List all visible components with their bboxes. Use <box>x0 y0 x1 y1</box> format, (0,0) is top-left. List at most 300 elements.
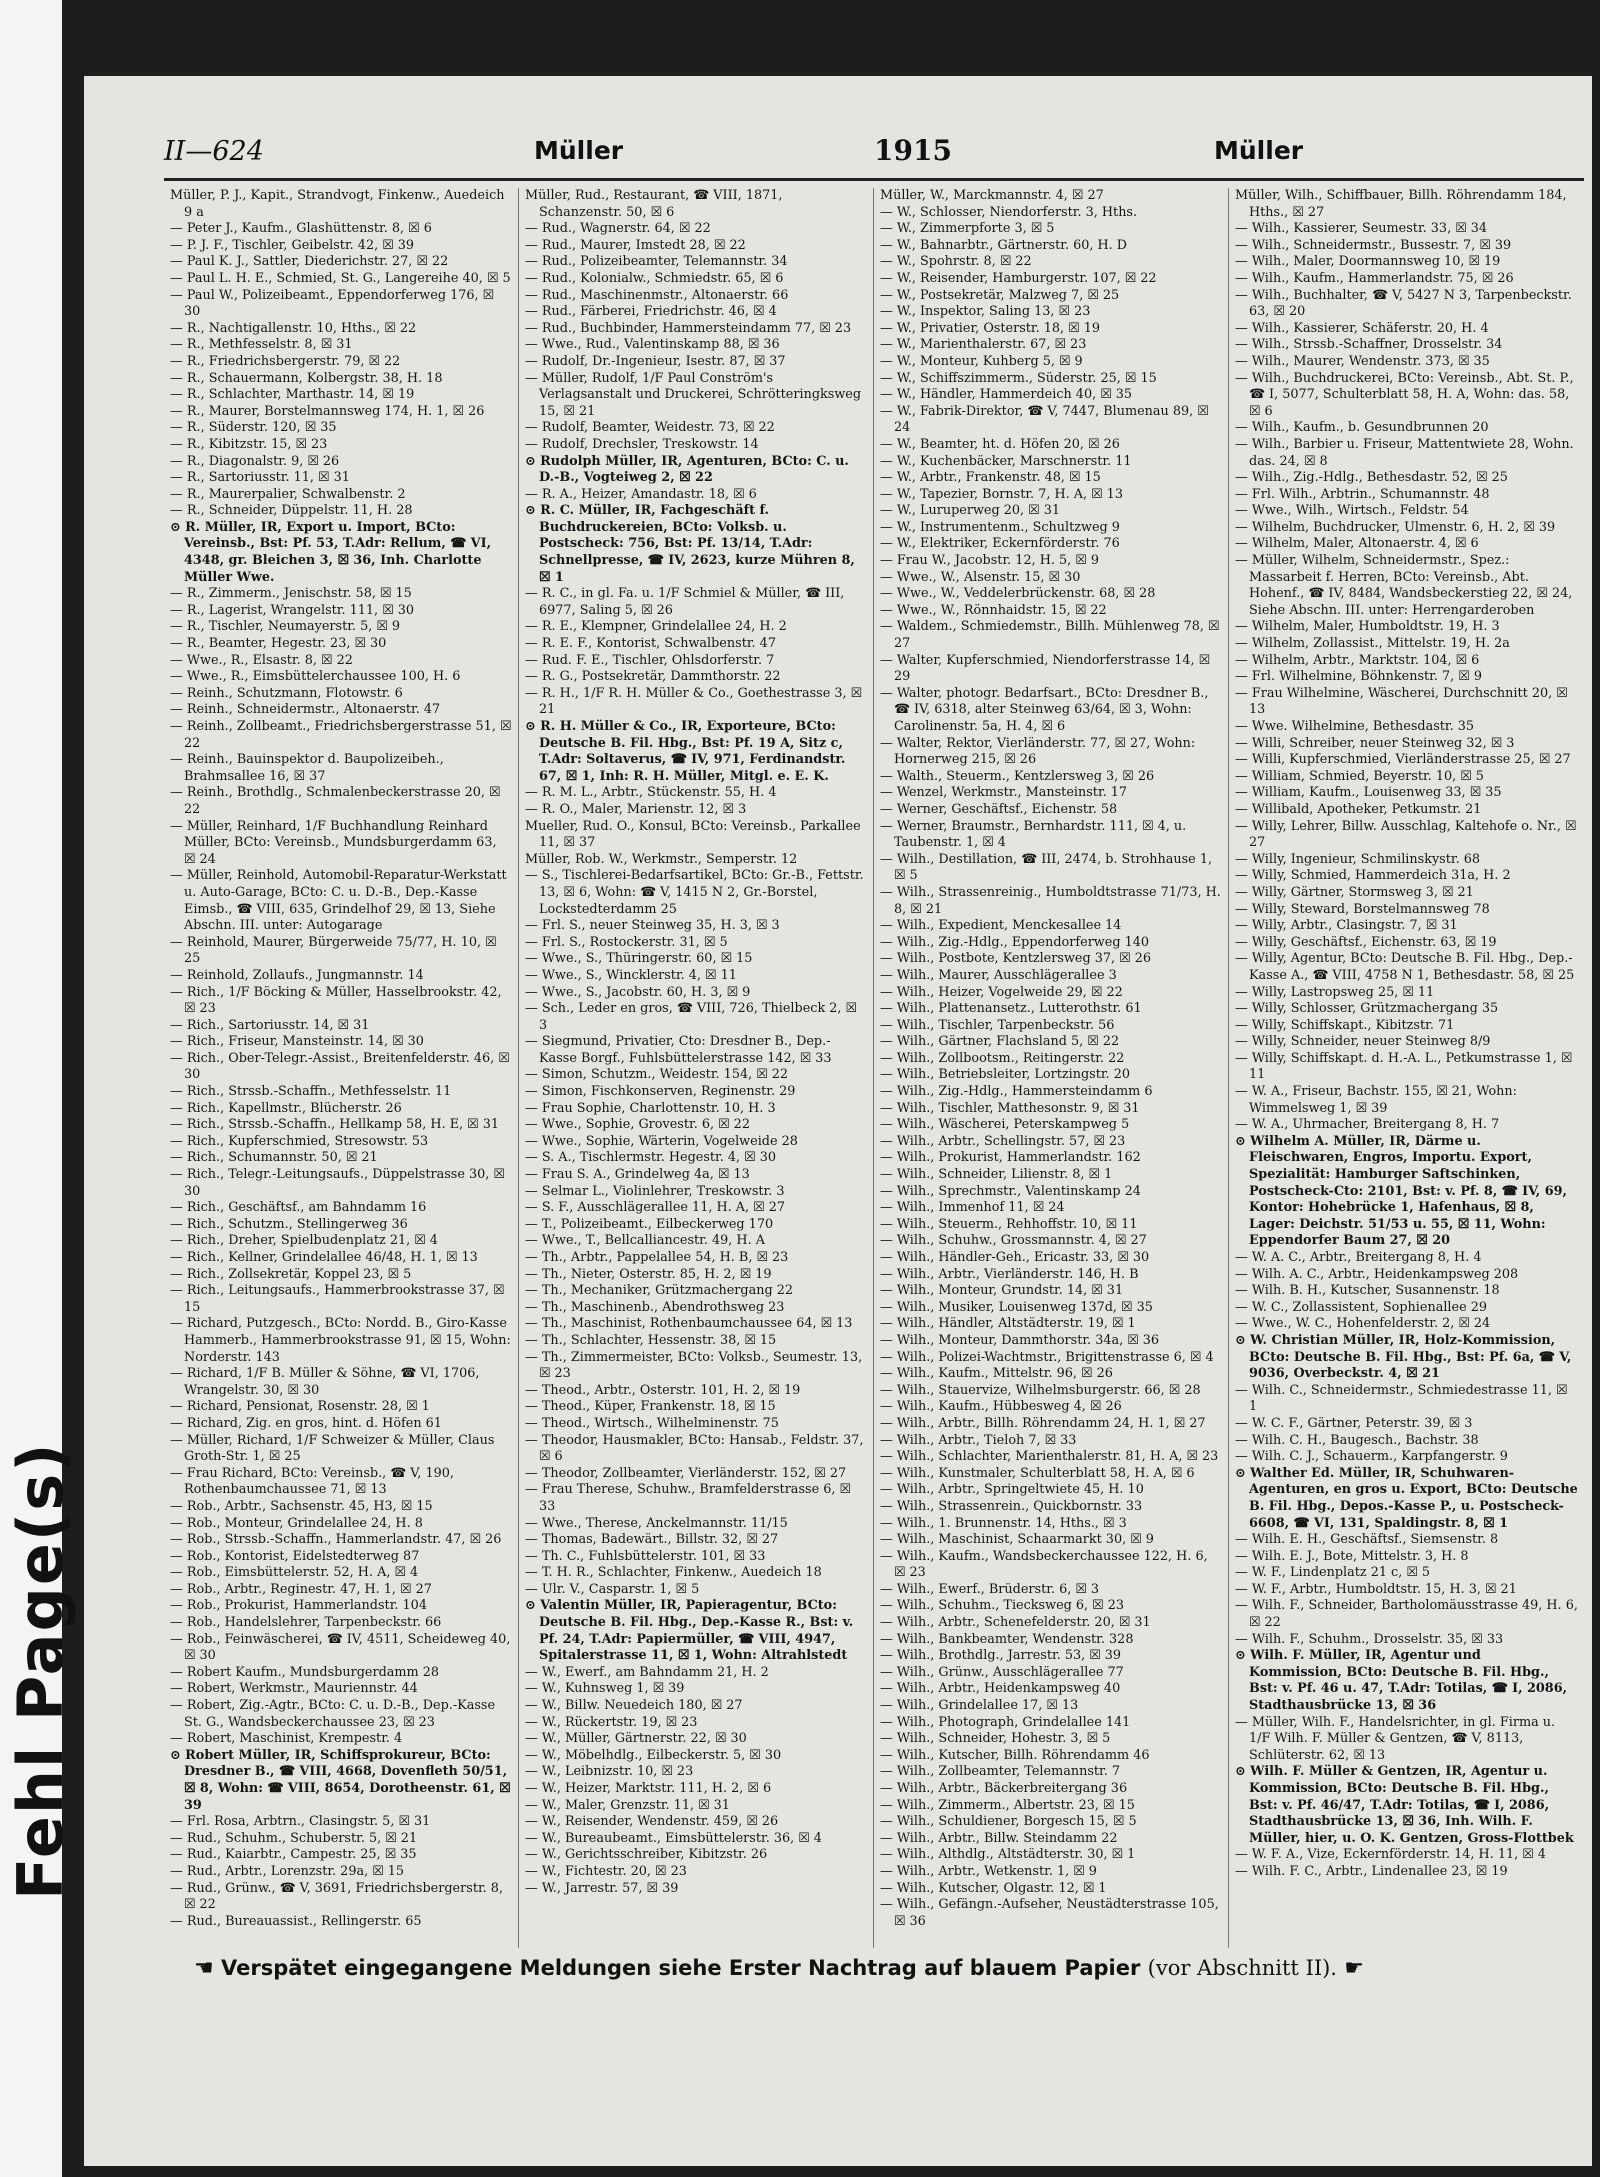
directory-entry: — Willy, Ingenieur, Schmilinskystr. 68 <box>1235 851 1481 867</box>
directory-entry: — Willy, Schneider, neuer Steinweg 8/9 <box>1235 1034 1491 1050</box>
directory-entry: — Wilh., Schneider, Lilienstr. 8, ☒ 1 <box>880 1167 1113 1183</box>
directory-entry: — W., Spohrstr. 8, ☒ 22 <box>880 254 1032 270</box>
footer-note: (vor Abschnitt II). <box>1147 1956 1337 1980</box>
directory-entry: — Wilh. B. H., Kutscher, Susannenstr. 18 <box>1235 1283 1500 1299</box>
directory-entry: — Wilh., Kaufm., b. Gesundbrunnen 20 <box>1235 420 1489 436</box>
directory-entry: — W., Beamter, ht. d. Höfen 20, ☒ 26 <box>880 436 1120 452</box>
directory-entry: — Siegmund, Privatier, Cto: Dresdner B., Dep.-Kasse Borgf., Fuhlsbüttelerstrasse 142, ☒ 33 <box>525 1034 832 1066</box>
directory-entry: — Rudolf, Beamter, Weidestr. 73, ☒ 22 <box>525 420 775 436</box>
directory-entry: — W. F. A., Vize, Eckernförderstr. 14, H. 11, ☒ 4 <box>1235 1847 1546 1863</box>
directory-entry: — Willy, Gärtner, Stormsweg 3, ☒ 21 <box>1235 884 1474 900</box>
directory-entry: — Werner, Braumstr., Bernhardstr. 111, ☒ 4, u. Taubenstr. 1, ☒ 4 <box>880 818 1187 851</box>
directory-entry: — Willi, Kupferschmied, Vierländerstrasse 25, ☒ 27 <box>1235 752 1571 768</box>
directory-entry: — W. A. C., Arbtr., Breitergang 8, H. 4 <box>1235 1250 1482 1265</box>
directory-entry: — Wilhelm, Arbtr., Marktstr. 104, ☒ 6 <box>1235 652 1480 668</box>
directory-entry: — W., Postsekretär, Malzweg 7, ☒ 25 <box>880 287 1120 303</box>
directory-entry: — W. A., Friseur, Bachstr. 155, ☒ 21, Wohn: Wimmelsweg 1, ☒ 39 <box>1235 1084 1517 1116</box>
directory-entry: — W., Schiffszimmerm., Süderstr. 25, ☒ 15 <box>880 370 1157 386</box>
directory-entry: — Rob., Eimsbüttelerstr. 52, H. A, ☒ 4 <box>170 1565 419 1581</box>
directory-entry: — R. A., Heizer, Amandastr. 18, ☒ 6 <box>525 486 757 502</box>
directory-entry: — Rich., Strssb.-Schaffn., Methfesselstr. 11 <box>170 1084 452 1100</box>
directory-entry: — Theodor, Zollbeamter, Vierländerstr. 152, ☒ 27 <box>525 1465 847 1481</box>
directory-entry: ⊙ Rudolph Müller, IR, Agenturen, BCto: C. u. D.-B., Vogteiweg 2, ☒ 22 <box>525 453 849 486</box>
directory-entry: — Wilh., Tischler, Matthesonstr. 9, ☒ 31 <box>880 1100 1140 1116</box>
directory-entry: — Wilh. C. J., Schauerm., Karpfangerstr. 9 <box>1235 1449 1508 1465</box>
directory-entry: — Wwe., W., Veddelerbrückenstr. 68, ☒ 28 <box>880 586 1156 602</box>
directory-entry: — Walth., Steuerm., Kentzlersweg 3, ☒ 26 <box>880 768 1155 784</box>
directory-entry: — Robert, Maschinist, Krempestr. 4 <box>170 1731 403 1747</box>
directory-entry: — Wilh., Strassenrein., Quickbornstr. 33 <box>880 1498 1143 1514</box>
directory-entry: — W., Elektriker, Eckernförderstr. 76 <box>880 536 1120 552</box>
directory-entry: — Frau Therese, Schuhw., Bramfelderstrasse 6, ☒ 33 <box>525 1482 851 1514</box>
directory-entry: — Wilh., Plattenansetz., Lutterothstr. 61 <box>880 1001 1142 1017</box>
directory-entry: — P. J. F., Tischler, Geibelstr. 42, ☒ 39 <box>170 237 415 253</box>
directory-entry: Mueller, Rud. O., Konsul, BCto: Vereinsb., Parkallee 11, ☒ 37 <box>525 818 861 851</box>
directory-entry: — W., Fabrik-Direktor, ☎ V, 7447, Blumenau 89, ☒ 24 <box>880 403 1209 436</box>
directory-entry: — Wilh. F., Schuhm., Drosselstr. 35, ☒ 33 <box>1235 1631 1504 1647</box>
directory-entry: — W., Marienthalerstr. 67, ☒ 23 <box>880 337 1087 353</box>
directory-entry: — Rich., Dreher, Spielbudenplatz 21, ☒ 4 <box>170 1233 438 1249</box>
directory-entry: — Rob., Prokurist, Hammerlandstr. 104 <box>170 1598 427 1614</box>
directory-entry: — Richard, Zig. en gros, hint. d. Höfen 61 <box>170 1415 442 1431</box>
directory-entry: — Rich., Strssb.-Schaffn., Hellkamp 58, H. E, ☒ 31 <box>170 1117 500 1133</box>
directory-entry: ⊙ Wilhelm A. Müller, IR, Därme u. Fleischwaren, Engros, Importu. Export, Spezialität: Hamburger Saftschinken, Postscheck-Cto: 2101, Bst: v. Pf. 8, ☎ IV, 69, Kontor: Hohebrücke 1, Hafenhaus, ☒ 8, Lager: Deichstr. 51/53 u. 55, ☒ 11, Wohn: Eppendorfer Baum 27, ☒ 20 <box>1235 1133 1567 1249</box>
directory-entry: — Wilh., Schneidermstr., Bussestr. 7, ☒ 39 <box>1235 237 1512 253</box>
directory-entry: — Wilh., Arbtr., Billw. Steindamm 22 <box>880 1830 1118 1846</box>
year: 1915 <box>874 134 952 167</box>
directory-entry: — Wilh., Arbtr., Schenefelderstr. 20, ☒ 31 <box>880 1615 1151 1631</box>
footer-main-text: Verspätet eingegangene Meldungen siehe Erster Nachtrag auf blauem Papier <box>221 1956 1141 1980</box>
directory-entry: — Wilh., Schlachter, Marienthalerstr. 81, H. A, ☒ 23 <box>880 1449 1219 1465</box>
directory-entry: — W., Bureaubeamt., Eimsbüttelerstr. 36, ☒ 4 <box>525 1830 822 1846</box>
directory-entry: — W., Heizer, Marktstr. 111, H. 2, ☒ 6 <box>525 1781 772 1796</box>
directory-entry: — Wilh., Buchhalter, ☎ V, 5427 N 3, Tarpenbeckstr. 63, ☒ 20 <box>1235 287 1572 320</box>
directory-entry: — R. C., in gl. Fa. u. 1/F Schmiel & Müller, ☎ III, 6977, Saling 5, ☒ 26 <box>525 586 845 618</box>
entry-columns <box>164 188 1584 1948</box>
page-number: II—624 <box>164 136 264 167</box>
directory-entry: — Wilh., Immenhof 11, ☒ 24 <box>880 1200 1065 1216</box>
directory-entry: — Rob., Arbtr., Reginestr. 47, H. 1, ☒ 27 <box>170 1581 432 1597</box>
directory-entry: — Wilh., Arbtr., Schellingstr. 57, ☒ 23 <box>880 1133 1126 1149</box>
directory-entry: — Rob., Feinwäscherei, ☎ IV, 4511, Scheideweg 40, ☒ 30 <box>170 1631 511 1664</box>
footer-notice <box>194 1956 1554 1981</box>
directory-entry: — Wilh., Heizer, Vogelweide 29, ☒ 22 <box>880 984 1123 1000</box>
directory-entry: — Wilh., Zig.-Hdlg., Bethesdastr. 52, ☒ 25 <box>1235 470 1508 486</box>
directory-entry: — Wilh., Strssb.-Schaffner, Drosselstr. 34 <box>1235 337 1503 353</box>
directory-entry: — Simon, Schutzm., Weidestr. 154, ☒ 22 <box>525 1067 789 1083</box>
directory-entry: — Rud., Arbtr., Lorenzstr. 29a, ☒ 15 <box>170 1863 405 1879</box>
directory-entry: — Rud. F. E., Tischler, Ohlsdorferstr. 7 <box>525 652 775 668</box>
directory-entry: — Wilh. E. J., Bote, Mittelstr. 3, H. 8 <box>1235 1548 1469 1564</box>
directory-entry: — Willy, Lehrer, Billw. Ausschlag, Kaltehofe o. Nr., ☒ 27 <box>1235 818 1577 851</box>
directory-entry: — Simon, Fischkonserven, Reginenstr. 29 <box>525 1084 796 1100</box>
directory-entry: — R., Zimmerm., Jenischstr. 58, ☒ 15 <box>170 586 412 602</box>
directory-entry: — Müller, Reinhold, Automobil-Reparatur-Werkstatt u. Auto-Garage, BCto: C. u. D.-B., Dep.-Kasse Eimsb., ☎ VIII, 635, Grindelhof 29, ☒ 13, Siehe Abschn. III. unter: Autogarage <box>170 868 507 934</box>
directory-entry: — Wilh., Zollbeamter, Telemannstr. 7 <box>880 1764 1121 1780</box>
directory-entry: — Wilh., Postbote, Kentzlersweg 37, ☒ 26 <box>880 951 1151 967</box>
directory-entry: — Wilh., Händler-Geh., Ericastr. 33, ☒ 30 <box>880 1250 1150 1265</box>
directory-entry: — R. M. L., Arbtr., Stückenstr. 55, H. 4 <box>525 785 777 801</box>
directory-entry: — Rich., Leitungsaufs., Hammerbrookstrasse 37, ☒ 15 <box>170 1283 505 1315</box>
directory-entry: — Walter, photogr. Bedarfsart., BCto: Dresdner B., ☎ IV, 6318, alter Steinweg 63/64, ☒ 3, Wohn: Carolinenstr. 5a, H. 4, ☒ 6 <box>880 685 1209 734</box>
directory-entry: Müller, P. J., Kapit., Strandvogt, Finkenw., Auedeich 9 a <box>170 188 505 220</box>
directory-entry: — Wilh., Destillation, ☎ III, 2474, b. Strohhause 1, ☒ 5 <box>880 851 1213 884</box>
directory-entry: — R. E. F., Kontorist, Schwalbenstr. 47 <box>525 636 776 652</box>
directory-entry: — W., Rückertstr. 19, ☒ 23 <box>525 1714 698 1730</box>
directory-entry: — R., Beamter, Hegestr. 23, ☒ 30 <box>170 636 387 652</box>
directory-entry: — Rich., Ober-Telegr.-Assist., Breitenfelderstr. 46, ☒ 30 <box>170 1050 510 1083</box>
directory-entry: Müller, Rob. W., Werkmstr., Semperstr. 12 <box>525 851 798 867</box>
directory-entry: — Frau Wilhelmine, Wäscherei, Durchschnitt 20, ☒ 13 <box>1235 685 1568 718</box>
directory-entry: — Wilhelm, Maler, Altonaerstr. 4, ☒ 6 <box>1235 536 1479 552</box>
directory-entry: Müller, W., Marckmannstr. 4, ☒ 27 <box>880 188 1104 203</box>
directory-entry: — Theod., Wirtsch., Wilhelminenstr. 75 <box>525 1415 779 1431</box>
directory-entry: — Müller, Richard, 1/F Schweizer & Müller, Claus Groth-Str. 1, ☒ 25 <box>170 1432 495 1465</box>
directory-entry: — Rich., Telegr.-Leitungsaufs., Düppelstrasse 30, ☒ 30 <box>170 1167 505 1199</box>
directory-entry: — Wilh., Zimmerm., Albertstr. 23, ☒ 15 <box>880 1797 1135 1813</box>
directory-entry: — Wilh., Grünw., Ausschlägerallee 77 <box>880 1664 1124 1680</box>
directory-entry: — Frl. S., Rostockerstr. 31, ☒ 5 <box>525 934 728 950</box>
directory-entry: — Wwe., Therese, Anckelmannstr. 11/15 <box>525 1515 788 1531</box>
directory-entry: — Wwe., W., Rönnhaidstr. 15, ☒ 22 <box>880 602 1107 618</box>
directory-entry: — W., Inspektor, Saling 13, ☒ 23 <box>880 304 1091 320</box>
directory-entry: ⊙ R. C. Müller, IR, Fachgeschäft f. Buchdruckereien, BCto: Volksb. u. Postscheck: 756, Bst: Pf. 13/14, T.Adr: Schnellpresse, ☎ IV, 2623, kurze Mühren 8, ☒ 1 <box>525 503 855 585</box>
directory-entry: — Wilh., Arbtr., Heidenkampsweg 40 <box>880 1681 1121 1697</box>
directory-entry: — Th., Arbtr., Pappelallee 54, H. B, ☒ 23 <box>525 1250 789 1265</box>
directory-entry: ⊙ Wilh. F. Müller, IR, Agentur und Kommission, BCto: Deutsche B. Fil. Hbg., Bst: v. Pf. 46 u. 47, T.Adr: Totilas, ☎ I, 2086, Stadthausbrücke 13, ☒ 36 <box>1235 1648 1568 1714</box>
directory-entry: — Th., Nieter, Osterstr. 85, H. 2, ☒ 19 <box>525 1266 772 1282</box>
directory-entry: — Wilh. F., Schneider, Bartholomäusstrasse 49, H. 6, ☒ 22 <box>1235 1598 1578 1631</box>
directory-entry: — Reinh., Zollbeamt., Friedrichsbergerstrasse 51, ☒ 22 <box>170 719 512 751</box>
directory-entry: — Wilh., Stauervize, Wilhelmsburgerstr. 66, ☒ 28 <box>880 1382 1201 1398</box>
directory-entry: — Frl. Wilhelmine, Böhnkenstr. 7, ☒ 9 <box>1235 669 1482 685</box>
directory-entry: — Wilh., Sprechmstr., Valentinskamp 24 <box>880 1183 1141 1199</box>
directory-entry: — Reinh., Schneidermstr., Altonaerstr. 47 <box>170 702 441 718</box>
directory-entry: — Reinh., Brothdlg., Schmalenbeckerstrasse 20, ☒ 22 <box>170 785 501 817</box>
directory-entry: — T., Polizeibeamt., Eilbeckerweg 170 <box>525 1216 774 1232</box>
directory-entry: — S. F., Ausschlägerallee 11, H. A, ☒ 27 <box>525 1200 785 1216</box>
directory-entry: — Wilh., Schuldiener, Borgesch 15, ☒ 5 <box>880 1814 1137 1830</box>
directory-entry: — Robert Kaufm., Mundsburgerdamm 28 <box>170 1664 440 1680</box>
directory-entry: — Wilh., Althdlg., Altstädterstr. 30, ☒ 1 <box>880 1847 1136 1863</box>
directory-entry: — R. G., Postsekretär, Dammthorstr. 22 <box>525 669 781 685</box>
directory-entry: — T. H. R., Schlachter, Finkenw., Auedeich 18 <box>525 1565 822 1581</box>
directory-entry: — R., Tischler, Neumayerstr. 5, ☒ 9 <box>170 619 401 635</box>
directory-entry: — Wilh., Schuhm., Tiecksweg 6, ☒ 23 <box>880 1598 1124 1614</box>
directory-entry: — Wwe., W. C., Hohenfelderstr. 2, ☒ 24 <box>1235 1316 1491 1332</box>
directory-entry: — R., Diagonalstr. 9, ☒ 26 <box>170 453 340 469</box>
directory-entry: — Frau S. A., Grindelweg 4a, ☒ 13 <box>525 1167 750 1183</box>
directory-entry: — Rob., Kontorist, Eidelstedterweg 87 <box>170 1548 420 1564</box>
directory-entry: — Reinh., Schutzmann, Flotowstr. 6 <box>170 685 403 701</box>
directory-entry: — W., Händler, Hammerdeich 40, ☒ 35 <box>880 387 1133 403</box>
directory-entry: — W., Schlosser, Niendorferstr. 3, Hths. <box>880 204 1138 220</box>
directory-entry: — Wilh., Zollbootsm., Reitingerstr. 22 <box>880 1050 1125 1066</box>
directory-entry: — Wilhelm, Buchdrucker, Ulmenstr. 6, H. 2, ☒ 39 <box>1235 519 1556 535</box>
directory-entry: — W. C., Zollassistent, Sophienallee 29 <box>1235 1299 1488 1315</box>
directory-entry: — Willy, Schiffskapt. d. H.-A. L., Petkumstrasse 1, ☒ 11 <box>1235 1050 1573 1083</box>
directory-entry: — Rud., Buchbinder, Hammersteindamm 77, ☒ 23 <box>525 320 852 336</box>
directory-entry: — Wilh., Monteur, Grundstr. 14, ☒ 31 <box>880 1283 1124 1299</box>
directory-entry: ⊙ R. H. Müller & Co., IR, Exporteure, BCto: Deutsche B. Fil. Hbg., Bst: Pf. 19 A, Sitz c, T.Adr: Soltaverus, ☎ IV, 971, Ferdinandstr. 67, ☒ 1, Inh: R. H. Müller, Mitgl. e. E. K. <box>525 719 846 784</box>
directory-entry: — Selmar L., Violinlehrer, Treskowstr. 3 <box>525 1183 785 1199</box>
directory-entry: — Rich., 1/F Böcking & Müller, Hasselbrookstr. 42, ☒ 23 <box>170 984 502 1017</box>
directory-entry: — Wilh., Gärtner, Flachsland 5, ☒ 22 <box>880 1034 1120 1050</box>
directory-entry: — Rich., Schutzm., Stellingerweg 36 <box>170 1216 408 1232</box>
directory-entry: — Wwe., Sophie, Wärterin, Vogelweide 28 <box>525 1133 798 1149</box>
directory-entry: — R., Kibitzstr. 15, ☒ 23 <box>170 436 328 452</box>
directory-entry: — Theodor, Hausmakler, BCto: Hansab., Feldstr. 37, ☒ 6 <box>525 1432 864 1465</box>
directory-entry: — W., Möbelhdlg., Eilbeckerstr. 5, ☒ 30 <box>525 1747 782 1763</box>
directory-entry: — Robert, Werkmstr., Mauriennstr. 44 <box>170 1681 418 1697</box>
directory-entry: — Rud., Färberei, Friedrichstr. 46, ☒ 4 <box>525 304 777 320</box>
header-rule <box>164 178 1584 181</box>
directory-entry: — Wilh., Bankbeamter, Wendenstr. 328 <box>880 1631 1134 1647</box>
directory-entry: — Rud., Kaiarbtr., Campestr. 25, ☒ 35 <box>170 1847 417 1863</box>
directory-entry: ⊙ Robert Müller, IR, Schiffsprokureur, BCto: Dresdner B., ☎ VIII, 4668, Dovenfleth 50/51, ☒ 8, Wohn: ☎ VIII, 8654, Dorotheenstr. 61, ☒ 39 <box>170 1747 511 1813</box>
directory-entry: — Wwe., W., Alsenstr. 15, ☒ 30 <box>880 569 1081 585</box>
directory-entry: — Wilh. A. C., Arbtr., Heidenkampsweg 208 <box>1235 1266 1519 1282</box>
directory-entry: — Wilh., Arbtr., Tieloh 7, ☒ 33 <box>880 1432 1077 1448</box>
directory-entry: — Frau W., Jacobstr. 12, H. 5, ☒ 9 <box>880 553 1099 569</box>
directory-entry: — W., Privatier, Osterstr. 18, ☒ 19 <box>880 320 1101 336</box>
directory-entry: — W., Luruperweg 20, ☒ 31 <box>880 503 1060 519</box>
directory-entry: — Wilh. F. C., Arbtr., Lindenallee 23, ☒ 19 <box>1235 1863 1508 1879</box>
directory-entry: — Rud., Grünw., ☎ V, 3691, Friedrichsbergerstr. 8, ☒ 22 <box>170 1880 504 1913</box>
directory-entry: — Wilh., Expedient, Menckesallee 14 <box>880 918 1122 934</box>
directory-entry: — Wilh., Grindelallee 17, ☒ 13 <box>880 1698 1079 1714</box>
directory-entry: — Wilh., Schneider, Hohestr. 3, ☒ 5 <box>880 1731 1111 1747</box>
directory-entry: — W., Gerichtsschreiber, Kibitzstr. 26 <box>525 1847 768 1863</box>
directory-entry: — Wilh., Kaufm., Hammerlandstr. 75, ☒ 26 <box>1235 270 1514 286</box>
directory-entry: — R., Süderstr. 120, ☒ 35 <box>170 420 337 436</box>
directory-entry: — Wilh., Strassenreinig., Humboldtstrasse 71/73, H. 8, ☒ 21 <box>880 884 1221 917</box>
directory-entry: — Ulr. V., Casparstr. 1, ☒ 5 <box>525 1581 700 1597</box>
directory-entry: — Wilh., Maurer, Ausschlägerallee 3 <box>880 967 1117 983</box>
directory-entry: — Wwe., S., Thüringerstr. 60, ☒ 15 <box>525 951 753 967</box>
directory-entry: — R., Schlachter, Marthastr. 14, ☒ 19 <box>170 387 415 403</box>
directory-entry: — Willi, Schreiber, neuer Steinweg 32, ☒ 3 <box>1235 735 1515 751</box>
directory-entry: — Wilh., Gefängn.-Aufseher, Neustädterstrasse 105, ☒ 36 <box>880 1897 1219 1929</box>
directory-entry: — Wwe., R., Eimsbüttelerchaussee 100, H. 6 <box>170 669 461 685</box>
column-1 <box>164 188 519 1948</box>
directory-entry: — Rich., Kupferschmied, Stresowstr. 53 <box>170 1133 429 1149</box>
directory-entry: — Rich., Friseur, Mansteinstr. 14, ☒ 30 <box>170 1034 424 1050</box>
directory-entry: — Wwe., Rud., Valentinskamp 88, ☒ 36 <box>525 337 780 353</box>
directory-entry: — Wwe., T., Bellcalliancestr. 49, H. A <box>525 1233 765 1249</box>
directory-entry: — Müller, Rudolf, 1/F Paul Conström's Verlagsanstalt und Druckerei, Schrötteringksweg 15, ☒ 21 <box>525 370 862 419</box>
directory-entry: — Wilh., Musiker, Louisenweg 137d, ☒ 35 <box>880 1299 1153 1315</box>
directory-entry: — W., Monteur, Kuhberg 5, ☒ 9 <box>880 353 1083 369</box>
directory-entry: — Richard, Putzgesch., BCto: Nordd. B., Giro-Kasse Hammerb., Hammerbrookstrasse 91, ☒ 15, Wohn: Norderstr. 143 <box>170 1316 511 1365</box>
directory-entry: — Willy, Agentur, BCto: Deutsche B. Fil. Hbg., Dep.-Kasse A., ☎ VIII, 4758 N 1, Bethesdastr. 58, ☒ 25 <box>1235 951 1575 983</box>
directory-entry: — W. F., Lindenplatz 21 c, ☒ 5 <box>1235 1565 1431 1581</box>
directory-entry: — W., Jarrestr. 57, ☒ 39 <box>525 1880 679 1896</box>
directory-entry: — Müller, Reinhard, 1/F Buchhandlung Reinhard Müller, BCto: Vereinsb., Mundsburgerdamm 63, ☒ 24 <box>170 818 497 867</box>
directory-entry: — Wilh., 1. Brunnenstr. 14, Hths., ☒ 3 <box>880 1515 1127 1531</box>
directory-entry: — Rich., Geschäftsf., am Bahndamm 16 <box>170 1200 427 1216</box>
directory-entry: — Rich., Schumannstr. 50, ☒ 21 <box>170 1150 378 1166</box>
directory-entry: — R., Nachtigallenstr. 10, Hths., ☒ 22 <box>170 320 417 336</box>
directory-entry: ⊙ Valentin Müller, IR, Papieragentur, BCto: Deutsche B. Fil. Hbg., Dep.-Kasse R., Bst: v. Pf. 24, T.Adr: Papiermüller, ☎ VIII, 4947, Spitalerstrasse 11, ☒ 1, Wohn: Altrahlstedt <box>525 1598 854 1664</box>
directory-entry: — Wilh., Wäscherei, Peterskampweg 5 <box>880 1117 1130 1133</box>
directory-entry: — Rich., Sartoriusstr. 14, ☒ 31 <box>170 1017 370 1033</box>
directory-entry: — Wilh., Kassierer, Seumestr. 33, ☒ 34 <box>1235 221 1488 237</box>
directory-entry: — Rob., Monteur, Grindelallee 24, H. 8 <box>170 1515 423 1531</box>
directory-entry: — Wilhelm, Maler, Humboldtstr. 19, H. 3 <box>1235 619 1500 635</box>
directory-entry: — Wilh., Kutscher, Billh. Röhrendamm 46 <box>880 1747 1150 1763</box>
directory-entry: — W., Tapezier, Bornstr. 7, H. A, ☒ 13 <box>880 486 1123 502</box>
directory-entry: — W., Maler, Grenzstr. 11, ☒ 31 <box>525 1797 730 1813</box>
directory-entry: — W., Leibnizstr. 10, ☒ 23 <box>525 1764 694 1780</box>
directory-entry: — S., Tischlerei-Bedarfsartikel, BCto: Gr.-B., Fettstr. 13, ☒ 6, Wohn: ☎ V, 1415 N 2, Gr.-Borstel, Lockstedterdamm 25 <box>525 868 864 917</box>
directory-entry: — Wwe. Wilhelmine, Bethesdastr. 35 <box>1235 719 1475 734</box>
running-head-right: Müller <box>1214 136 1304 165</box>
directory-entry: — Willy, Arbtr., Clasingstr. 7, ☒ 31 <box>1235 918 1458 934</box>
directory-entry: — Wilh., Kutscher, Olgastr. 12, ☒ 1 <box>880 1880 1107 1896</box>
directory-entry: — W., Instrumentenm., Schultzweg 9 <box>880 519 1120 535</box>
column-2 <box>519 188 874 1948</box>
directory-entry: — Wilh., Zig.-Hdlg., Eppendorferweg 140 <box>880 934 1150 950</box>
directory-entry: — Rud., Polizeibeamter, Telemannstr. 34 <box>525 254 788 270</box>
running-head-left: Müller <box>534 136 624 165</box>
directory-entry: — W., Billw. Neuedeich 180, ☒ 27 <box>525 1698 743 1714</box>
directory-entry: — William, Kaufm., Louisenweg 33, ☒ 35 <box>1235 785 1502 801</box>
directory-entry: — Rudolf, Drechsler, Treskowstr. 14 <box>525 436 759 452</box>
directory-entry: — Th., Maschinist, Rothenbaumchaussee 64, ☒ 13 <box>525 1316 853 1332</box>
directory-entry: — Willy, Geschäftsf., Eichenstr. 63, ☒ 19 <box>1235 934 1497 950</box>
directory-entry: — R., Friedrichsbergerstr. 79, ☒ 22 <box>170 353 401 369</box>
directory-entry: — Wilh., Kassierer, Schäferstr. 20, H. 4 <box>1235 320 1489 336</box>
directory-entry: — R., Sartoriusstr. 11, ☒ 31 <box>170 470 350 486</box>
directory-entry: — W., Reisender, Wendenstr. 459, ☒ 26 <box>525 1814 779 1830</box>
directory-entry: — Wilh., Ewerf., Brüderstr. 6, ☒ 3 <box>880 1581 1100 1597</box>
directory-entry: — Wwe., Sophie, Grovestr. 6, ☒ 22 <box>525 1117 750 1133</box>
directory-entry: — W. F., Arbtr., Humboldtstr. 15, H. 3, ☒ 21 <box>1235 1581 1517 1597</box>
directory-entry: — W. A., Uhrmacher, Breitergang 8, H. 7 <box>1235 1117 1500 1133</box>
directory-entry: — Willibald, Apotheker, Petkumstr. 21 <box>1235 801 1482 817</box>
directory-entry: — W. C. F., Gärtner, Peterstr. 39, ☒ 3 <box>1235 1415 1473 1431</box>
directory-entry: — Paul W., Polizeibeamt., Eppendorferweg 176, ☒ 30 <box>170 287 495 320</box>
directory-entry: — Wilh., Betriebsleiter, Lortzingstr. 20 <box>880 1067 1130 1083</box>
directory-entry: — R., Methfesselstr. 8, ☒ 31 <box>170 337 353 353</box>
directory-entry: Müller, Rud., Restaurant, ☎ VIII, 1871, Schanzenstr. 50, ☒ 6 <box>525 188 783 220</box>
directory-entry: — Wilh., Photograph, Grindelallee 141 <box>880 1714 1131 1730</box>
directory-entry: — R., Schneider, Düppelstr. 11, H. 28 <box>170 503 413 519</box>
directory-entry: — Wwe., S., Wincklerstr. 4, ☒ 11 <box>525 967 737 983</box>
directory-entry: — Waldem., Schmiedemstr., Billh. Mühlenweg 78, ☒ 27 <box>880 619 1220 652</box>
directory-entry: — Wilh., Kunstmaler, Schulterblatt 58, H. A, ☒ 6 <box>880 1465 1195 1481</box>
directory-entry: — Rud., Schuhm., Schuberstr. 5, ☒ 21 <box>170 1830 418 1846</box>
directory-entry: — Peter J., Kaufm., Glashüttenstr. 8, ☒ 6 <box>170 221 432 237</box>
directory-entry: — R. O., Maler, Marienstr. 12, ☒ 3 <box>525 801 747 817</box>
directory-entry: — Walter, Kupferschmied, Niendorferstrasse 14, ☒ 29 <box>880 652 1211 685</box>
directory-entry: — Rob., Arbtr., Sachsenstr. 45, H3, ☒ 15 <box>170 1498 433 1514</box>
directory-entry: — Wilh., Zig.-Hdlg., Hammersteindamm 6 <box>880 1084 1153 1100</box>
directory-entry: Müller, Wilh., Schiffbauer, Billh. Röhrendamm 184, Hths., ☒ 27 <box>1235 188 1567 220</box>
directory-entry: — Wilh., Polizei-Wachtmstr., Brigittenstrasse 6, ☒ 4 <box>880 1349 1214 1365</box>
directory-entry: — Wilh., Kaufm., Mittelstr. 96, ☒ 26 <box>880 1366 1113 1382</box>
directory-entry: — Th. C., Fuhlsbüttelerstr. 101, ☒ 33 <box>525 1548 766 1564</box>
directory-entry: — Wilhelm, Zollassist., Mittelstr. 19, H. 2a <box>1235 636 1510 652</box>
directory-entry: — W., Reisender, Hamburgerstr. 107, ☒ 22 <box>880 270 1157 286</box>
directory-entry: — R. H., 1/F R. H. Müller & Co., Goethestrasse 3, ☒ 21 <box>525 685 863 718</box>
side-strip <box>0 0 77 2177</box>
directory-entry: — Rob., Strssb.-Schaffn., Hammerlandstr. 47, ☒ 26 <box>170 1532 502 1548</box>
directory-entry: — Wilh., Schuhw., Grossmannstr. 4, ☒ 27 <box>880 1233 1147 1249</box>
side-label: Fehl Page(s) <box>4 1441 77 1900</box>
directory-entry: — Theod., Küper, Frankenstr. 18, ☒ 15 <box>525 1399 776 1415</box>
directory-entry: — Frl. Wilh., Arbtrin., Schumannstr. 48 <box>1235 486 1490 502</box>
directory-entry: — Rich., Zollsekretär, Koppel 23, ☒ 5 <box>170 1266 412 1282</box>
directory-entry: — Wilh., Arbtr., Springeltwiete 45, H. 10 <box>880 1482 1144 1498</box>
directory-entry: — Walter, Rektor, Vierländerstr. 77, ☒ 27, Wohn: Hornerweg 215, ☒ 26 <box>880 735 1196 768</box>
directory-entry: — Wilh. E. H., Geschäftsf., Siemsenstr. 8 <box>1235 1532 1499 1548</box>
directory-entry: — Rud., Maurer, Imstedt 28, ☒ 22 <box>525 237 746 253</box>
directory-entry: — Wilh. C. H., Baugesch., Bachstr. 38 <box>1235 1432 1479 1448</box>
directory-entry: — Wilh., Kaufm., Hübbesweg 4, ☒ 26 <box>880 1399 1122 1415</box>
directory-entry: — W., Ewerf., am Bahndamm 21, H. 2 <box>525 1664 769 1680</box>
directory-entry: — Willy, Schiffskapt., Kibitzstr. 71 <box>1235 1017 1455 1033</box>
directory-entry: — Wilh. C., Schneidermstr., Schmiedestrasse 11, ☒ 1 <box>1235 1382 1568 1415</box>
directory-entry: — Robert, Zig.-Agtr., BCto: C. u. D.-B., Dep.-Kasse St. G., Wandsbeckerchaussee 23, ☒ 23 <box>170 1698 496 1730</box>
directory-entry: — Willy, Steward, Borstelmannsweg 78 <box>1235 901 1490 917</box>
directory-entry: — R. E., Klempner, Grindelallee 24, H. 2 <box>525 619 787 635</box>
directory-entry: — Wilh., Arbtr., Vierländerstr. 146, H. B <box>880 1266 1139 1282</box>
directory-entry: — Wilh., Arbtr., Bäckerbreitergang 36 <box>880 1781 1128 1796</box>
directory-entry: ⊙ Walther Ed. Müller, IR, Schuhwaren-Agenturen, en gros u. Export, BCto: Deutsche B. Fil. Hbg., Depos.-Kasse P., u. Postscheck-6608, ☎ VI, 131, Spaldingstr. 8, ☒ 1 <box>1235 1465 1578 1531</box>
directory-entry: — Thomas, Badewärt., Billstr. 32, ☒ 27 <box>525 1532 779 1548</box>
directory-entry: — Willy, Schmied, Hammerdeich 31a, H. 2 <box>1235 868 1511 884</box>
directory-entry: — Wilh., Prokurist, Hammerlandstr. 162 <box>880 1150 1141 1166</box>
directory-entry: ⊙ W. Christian Müller, IR, Holz-Kommission, BCto: Deutsche B. Fil. Hbg., Bst: Pf. 6a, ☎ V, 9036, Overbeckstr. 4, ☒ 21 <box>1235 1332 1572 1382</box>
directory-entry: — R., Maurerpalier, Schwalbenstr. 2 <box>170 486 406 502</box>
directory-entry: — Wwe., Wilh., Wirtsch., Feldstr. 54 <box>1235 503 1469 519</box>
directory-entry: — Wilh., Buchdruckerei, BCto: Vereinsb., Abt. St. P., ☎ I, 5077, Schulterblatt 58, H. A, Wohn: das. 58, ☒ 6 <box>1235 370 1574 419</box>
directory-entry: — Wilh., Händler, Altstädterstr. 19, ☒ 1 <box>880 1316 1136 1332</box>
directory-entry: — Rudolf, Dr.-Ingenieur, Isestr. 87, ☒ 37 <box>525 353 786 369</box>
directory-entry: — Paul K. J., Sattler, Diederichstr. 27, ☒ 22 <box>170 254 449 270</box>
directory-entry: — Wilh., Maler, Doormannsweg 10, ☒ 19 <box>1235 254 1501 270</box>
directory-entry: — R., Lagerist, Wrangelstr. 111, ☒ 30 <box>170 602 415 618</box>
directory-entry: — W., Müller, Gärtnerstr. 22, ☒ 30 <box>525 1731 747 1747</box>
directory-entry: — W., Kuchenbäcker, Marschnerstr. 11 <box>880 453 1132 469</box>
directory-entry: — Rich., Kellner, Grindelallee 46/48, H. 1, ☒ 13 <box>170 1250 478 1265</box>
directory-entry: — Wilh., Tischler, Tarpenbeckstr. 56 <box>880 1017 1115 1033</box>
directory-entry: — S. A., Tischlermstr. Hegestr. 4, ☒ 30 <box>525 1150 776 1166</box>
directory-entry: — Paul L. H. E., Schmied, St. G., Langereihe 40, ☒ 5 <box>170 270 511 286</box>
directory-entry: ⊙ R. Müller, IR, Export u. Import, BCto: Vereinsb., Bst: Pf. 53, T.Adr: Rellum, ☎ VI, 4348, gr. Bleichen 3, ☒ 36, Inh. Charlotte Müller Wwe. <box>170 519 492 585</box>
directory-entry: — Rud., Kolonialw., Schmiedstr. 65, ☒ 6 <box>525 270 784 286</box>
column-4 <box>1229 188 1584 1948</box>
directory-entry: — Richard, 1/F B. Müller & Söhne, ☎ VI, 1706, Wrangelstr. 30, ☒ 30 <box>170 1366 480 1398</box>
directory-entry: — Wilh., Maschinist, Schaarmarkt 30, ☒ 9 <box>880 1532 1154 1548</box>
directory-entry: — Wenzel, Werkmstr., Mansteinstr. 17 <box>880 785 1128 801</box>
directory-page <box>84 76 1592 2166</box>
directory-entry: — Reinhold, Maurer, Bürgerweide 75/77, H. 10, ☒ 25 <box>170 934 497 967</box>
directory-entry: — William, Schmied, Beyerstr. 10, ☒ 5 <box>1235 768 1484 784</box>
directory-entry: — Th., Mechaniker, Grützmachergang 22 <box>525 1283 794 1299</box>
directory-entry: — Willy, Schlosser, Grützmachergang 35 <box>1235 1001 1499 1017</box>
directory-entry: — Willy, Lastropsweg 25, ☒ 11 <box>1235 984 1435 1000</box>
directory-entry: — Rob., Handelslehrer, Tarpenbeckstr. 66 <box>170 1615 442 1631</box>
directory-entry: — Müller, Wilhelm, Schneidermstr., Spez.: Massarbeit f. Herren, BCto: Vereinsb., Abt. Hohenf., ☎ IV, 8484, Wandsbeckerstieg 22, ☒ 24, Siehe Abschn. III. unter: Herrengarderoben <box>1235 553 1573 618</box>
directory-entry: — Rud., Bureauassist., Rellingerstr. 65 <box>170 1913 422 1929</box>
directory-entry: — Wwe., S., Jacobstr. 60, H. 3, ☒ 9 <box>525 984 751 1000</box>
directory-entry: — Wilh., Arbtr., Billh. Röhrendamm 24, H. 1, ☒ 27 <box>880 1415 1206 1431</box>
directory-entry: — Rud., Wagnerstr. 64, ☒ 22 <box>525 221 711 237</box>
directory-entry: — Reinh., Bauinspektor d. Baupolizeibeh., Brahmsallee 16, ☒ 37 <box>170 752 444 784</box>
